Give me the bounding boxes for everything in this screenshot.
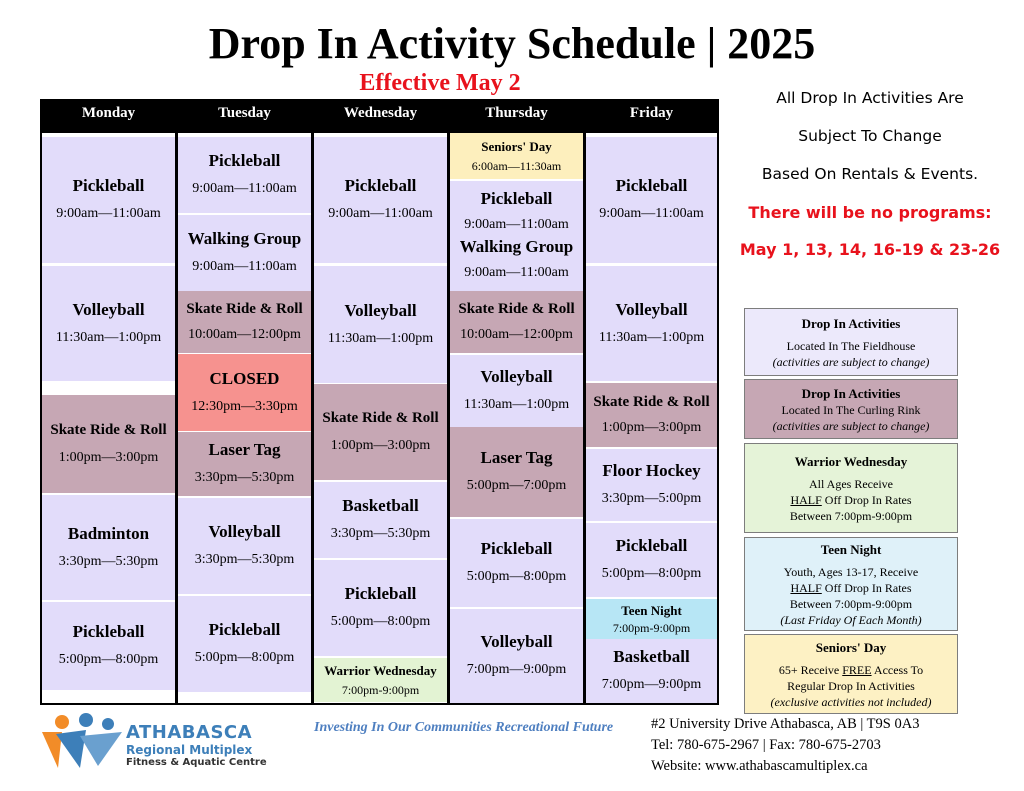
activity-time: 9:00am—11:00am: [599, 206, 704, 221]
logo-subtitle: Regional Multiplex: [126, 743, 253, 757]
activity-time: 5:00pm—8:00pm: [330, 614, 431, 629]
activity-name: Skate Ride & Roll: [322, 410, 439, 426]
logo-wordmark: ATHABASCA: [126, 722, 253, 743]
activity-block-closed: [178, 354, 311, 431]
activity-time: 5:00pm—8:00pm: [58, 652, 159, 667]
activity-name: Pickleball: [208, 151, 281, 170]
people-logo-icon: [40, 712, 124, 772]
activity-name: Badminton: [67, 523, 150, 543]
activity-block-seniors: [450, 133, 583, 179]
legend-text-rest: Off Drop In Rates: [821, 580, 912, 595]
activity-name: Pickleball: [615, 176, 688, 195]
column-tuesday: [178, 99, 311, 705]
activity-name: Skate Ride & Roll: [593, 394, 710, 410]
activity-name: Pickleball: [344, 176, 417, 195]
activity-time: 11:30am—1:00pm: [327, 330, 434, 346]
activity-name: Pickleball: [480, 189, 553, 208]
activity-block: [42, 137, 175, 263]
schedule-grid: [40, 99, 719, 705]
activity-name: Basketball: [342, 496, 419, 515]
activity-name: Walking Group: [187, 229, 302, 248]
activity-block: [450, 427, 583, 517]
activity-block-warrior: [314, 658, 447, 702]
day-header-thursday: Thursday: [450, 99, 583, 127]
activity-time: 5:00pm—7:00pm: [466, 478, 567, 493]
activity-name: Seniors' Day: [481, 139, 552, 154]
activity-time: 9:00am—11:00am: [192, 259, 297, 274]
legend-curling: [744, 379, 958, 439]
legend-text: Between 7:00pm-9:00pm: [789, 508, 913, 523]
activity-time: 5:00pm—8:00pm: [466, 569, 567, 584]
activity-name: Walking Group: [459, 237, 574, 256]
day-header-monday: Monday: [42, 99, 175, 127]
footer-phone: Tel: 780-675-2967 | Fax: 780-675-2703: [651, 737, 881, 753]
activity-block: [450, 519, 583, 607]
activity-time: 11:30am—1:00pm: [463, 397, 570, 412]
activity-time: 3:30pm—5:30pm: [194, 470, 295, 485]
activity-time: 5:00pm—8:00pm: [601, 566, 702, 581]
logo-tagline: Fitness & Aquatic Centre: [126, 757, 267, 768]
day-header-tuesday: Tuesday: [178, 99, 311, 127]
activity-time: 7:00pm—9:00pm: [601, 677, 702, 692]
activity-block: [314, 384, 447, 480]
legend-teen-night: [744, 537, 958, 631]
day-header-friday: Friday: [586, 99, 717, 127]
activity-name: Pickleball: [72, 176, 145, 195]
activity-block: [314, 560, 447, 656]
activity-name: Teen Night: [621, 603, 682, 618]
legend-note: (activities are subject to change): [772, 354, 930, 369]
activity-block: [178, 137, 311, 213]
activity-block: [586, 523, 717, 597]
activity-block-teen: [586, 599, 717, 639]
activity-block: [586, 639, 717, 703]
activity-time: 1:00pm—3:00pm: [58, 450, 159, 465]
activity-name: Skate Ride & Roll: [186, 301, 303, 317]
activity-time: 7:00pm-9:00pm: [612, 621, 691, 635]
activity-name: Volleyball: [480, 632, 553, 651]
day-header-wednesday: Wednesday: [314, 99, 447, 127]
activity-block: [450, 609, 583, 703]
legend-emphasis: HALF: [790, 580, 822, 595]
legend-text: Located In The Fieldhouse: [786, 338, 916, 353]
activity-time: 11:30am—1:00pm: [55, 329, 162, 345]
activity-name: Pickleball: [615, 536, 688, 555]
activity-name: Laser Tag: [480, 448, 553, 467]
activity-name: Skate Ride & Roll: [458, 301, 575, 317]
activity-name: Laser Tag: [208, 440, 281, 459]
activity-block: [42, 395, 175, 493]
activity-block: [178, 432, 311, 496]
legend-heading: Warrior Wednesday: [794, 453, 908, 469]
activity-name: Basketball: [613, 647, 690, 666]
activity-name: CLOSED: [209, 368, 280, 388]
legend-text: [749, 662, 953, 678]
legend-heading: Seniors' Day: [815, 639, 887, 655]
activity-block: [178, 215, 311, 291]
activity-block: [314, 482, 447, 558]
activity-block: [314, 266, 447, 383]
activity-time: 9:00am—11:00am: [328, 206, 433, 221]
activity-name: Pickleball: [480, 539, 553, 558]
column-monday: [42, 99, 175, 705]
activity-time: 3:30pm—5:30pm: [194, 552, 295, 567]
activity-block: [178, 291, 311, 353]
activity-name: Pickleball: [344, 584, 417, 603]
activity-block: [586, 137, 717, 263]
column-friday: [586, 99, 717, 705]
activity-time: 3:30pm—5:00pm: [601, 491, 702, 506]
activity-block: [42, 495, 175, 600]
activity-time: 7:00pm—9:00pm: [466, 662, 567, 677]
notice-line: Based On Rentals & Events.: [761, 165, 979, 183]
activity-block: [450, 181, 583, 291]
notice-warning: There will be no programs:: [748, 203, 992, 222]
activity-time: 3:30pm—5:30pm: [330, 526, 431, 541]
activity-time: 7:00pm-9:00pm: [341, 683, 420, 697]
legend-text: All Ages Receive: [809, 476, 893, 491]
activity-name: Volleyball: [208, 522, 281, 541]
activity-time: 9:00am—11:00am: [56, 206, 161, 221]
legend-note: (exclusive activities not included): [770, 694, 932, 709]
activity-name: Skate Ride & Roll: [50, 422, 167, 438]
activity-block: [450, 355, 583, 427]
legend-fieldhouse: [744, 308, 958, 376]
multiplex-logo: [40, 712, 270, 772]
activity-name: Volleyball: [480, 367, 553, 386]
notice-dates: May 1, 13, 14, 16-19 & 23-26: [739, 240, 1001, 259]
legend-warrior-wednesday: [744, 443, 958, 533]
activity-block: [42, 602, 175, 690]
activity-time: 1:00pm—3:00pm: [601, 420, 702, 435]
activity-time: 6:00am—11:30am: [471, 159, 562, 173]
notice-line: All Drop In Activities Are: [776, 89, 964, 107]
legend-emphasis: FREE: [842, 662, 872, 677]
legend-text: [749, 580, 953, 596]
legend-text-pre: 65+ Receive: [778, 662, 843, 677]
legend-heading: Drop In Activities: [801, 385, 901, 401]
activity-name: Pickleball: [72, 622, 145, 641]
notice-line: Subject To Change: [798, 127, 942, 145]
activity-time: 9:00am—11:00am: [192, 181, 297, 196]
legend-seniors-day: [744, 634, 958, 714]
legend-text: [749, 492, 953, 508]
legend-text: Located In The Curling Rink: [781, 402, 921, 417]
activity-block: [586, 449, 717, 521]
activity-time: 10:00am—12:00pm: [460, 327, 573, 342]
activity-block: [178, 596, 311, 692]
column-thursday: [450, 99, 583, 705]
activity-block: [42, 266, 175, 381]
legend-text-rest: Off Drop In Rates: [821, 492, 912, 507]
footer-website: Website: www.athabascamultiplex.ca: [651, 758, 868, 774]
activity-time: 5:00pm—8:00pm: [194, 650, 295, 665]
legend-emphasis: HALF: [790, 492, 822, 507]
activity-block: [178, 498, 311, 594]
activity-name: Volleyball: [72, 299, 145, 319]
activity-block: [586, 383, 717, 447]
activity-name: Volleyball: [615, 299, 688, 319]
legend-text: Between 7:00pm-9:00pm: [789, 596, 913, 611]
legend-text-post: Access To: [871, 662, 924, 677]
column-wednesday: [314, 99, 447, 705]
activity-name: Pickleball: [208, 620, 281, 639]
activity-time: 1:00pm—3:00pm: [330, 438, 431, 453]
activity-time: 11:30am—1:00pm: [598, 329, 705, 345]
legend-heading: Drop In Activities: [801, 315, 901, 331]
legend-text: Youth, Ages 13-17, Receive: [783, 564, 919, 579]
activity-name: Warrior Wednesday: [324, 663, 437, 678]
effective-date: Effective May 2: [359, 70, 521, 96]
footer-address: #2 University Drive Athabasca, AB | T9S 0A3: [651, 716, 920, 732]
activity-time: 3:30pm—5:30pm: [58, 553, 159, 569]
activity-block: [586, 266, 717, 381]
legend-heading: Teen Night: [820, 541, 882, 557]
activity-time: 9:00am—11:00am: [464, 217, 569, 232]
legend-text: Regular Drop In Activities: [787, 678, 915, 693]
footer-tagline: Investing In Our Communities Recreational Future: [314, 720, 614, 735]
activity-name: Volleyball: [344, 300, 417, 320]
activity-time: 9:00am—11:00am: [464, 265, 569, 280]
page-title: Drop In Activity Schedule | 2025: [208, 19, 816, 68]
activity-time: 10:00am—12:00pm: [188, 327, 301, 342]
legend-note: (activities are subject to change): [772, 418, 930, 433]
activity-time: 12:30pm—3:30pm: [191, 398, 298, 414]
legend-note: (Last Friday Of Each Month): [780, 612, 922, 627]
activity-block: [314, 137, 447, 263]
activity-block: [450, 291, 583, 353]
activity-name: Floor Hockey: [602, 461, 701, 480]
